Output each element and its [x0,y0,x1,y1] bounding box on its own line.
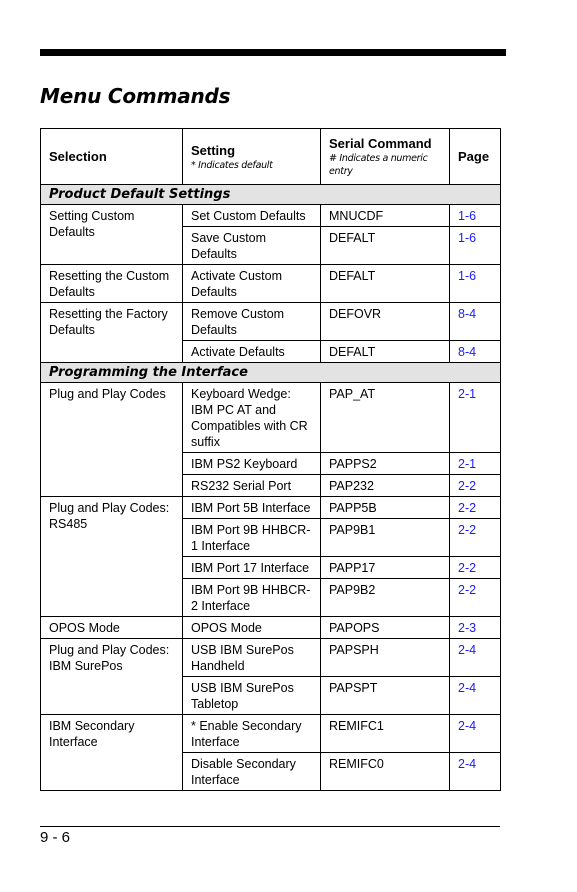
section-title: Programming the Interface [41,363,501,383]
table-header-row [41,129,501,185]
serial-command-cell: DEFALT [321,265,450,303]
selection-cell: Resetting the Factory Defaults [41,303,183,363]
table-row [41,617,501,639]
serial-command-cell: PAPOPS [321,617,450,639]
setting-cell: IBM Port 9B HHBCR-1 Interface [183,519,321,557]
top-rule [40,49,506,56]
header-selection: Selection [41,129,183,185]
page-link[interactable]: 2-4 [450,715,501,753]
setting-cell: OPOS Mode [183,617,321,639]
setting-cell: IBM Port 17 Interface [183,557,321,579]
serial-command-cell: DEFALT [321,341,450,363]
table-row [41,497,501,519]
setting-cell: Disable Secondary Interface [183,753,321,791]
table-row [41,303,501,341]
page-number: 9 - 6 [40,829,71,846]
selection-cell: Plug and Play Codes: RS485 [41,497,183,617]
page-link[interactable]: 2-2 [450,519,501,557]
header-serial-command [321,129,450,185]
page-link[interactable]: 2-2 [450,579,501,617]
setting-cell: IBM Port 9B HHBCR-2 Interface [183,579,321,617]
serial-command-cell: REMIFC0 [321,753,450,791]
serial-command-cell: PAPSPH [321,639,450,677]
serial-command-cell: PAP232 [321,475,450,497]
page-link[interactable]: 1-6 [450,227,501,265]
table-body [41,185,501,791]
setting-cell: Activate Custom Defaults [183,265,321,303]
selection-cell: OPOS Mode [41,617,183,639]
page-title: Menu Commands [40,84,231,108]
setting-cell: * Enable Secondary Interface [183,715,321,753]
bottom-rule [40,826,500,827]
selection-cell: IBM Secondary Interface [41,715,183,791]
setting-cell: USB IBM SurePos Handheld [183,639,321,677]
page-link[interactable]: 8-4 [450,303,501,341]
page-link[interactable]: 2-2 [450,497,501,519]
setting-cell: Save Custom Defaults [183,227,321,265]
page-link[interactable]: 2-1 [450,453,501,475]
page-link[interactable]: 2-2 [450,557,501,579]
page-link[interactable]: 8-4 [450,341,501,363]
serial-command-cell: PAP9B1 [321,519,450,557]
serial-command-cell: PAPP17 [321,557,450,579]
serial-command-cell: PAPP5B [321,497,450,519]
header-serial-note: # Indicates a numeric entry [329,153,428,177]
setting-cell: IBM PS2 Keyboard [183,453,321,475]
table-row [41,715,501,753]
serial-command-cell: PAP9B2 [321,579,450,617]
serial-command-cell: DEFOVR [321,303,450,341]
header-setting-note: * Indicates default [191,159,273,171]
setting-cell: Keyboard Wedge: IBM PC AT and Compatibles with CR suffix [183,383,321,453]
page-link[interactable]: 1-6 [450,205,501,227]
section-title: Product Default Settings [41,185,501,205]
page-link[interactable]: 2-4 [450,753,501,791]
serial-command-cell: MNUCDF [321,205,450,227]
page-link[interactable]: 2-4 [450,639,501,677]
header-page: Page [450,129,501,185]
table-row [41,383,501,453]
selection-cell: Plug and Play Codes [41,383,183,497]
table-row [41,265,501,303]
menu-commands-table [40,128,501,791]
table-row [41,205,501,227]
setting-cell: IBM Port 5B Interface [183,497,321,519]
header-serial-label: Serial Command [329,136,432,151]
header-setting-label: Setting [191,142,236,158]
serial-command-cell: PAP_AT [321,383,450,453]
page-link[interactable]: 2-4 [450,677,501,715]
table-row [41,639,501,677]
selection-cell: Setting Custom Defaults [41,205,183,265]
serial-command-cell: DEFALT [321,227,450,265]
page-link[interactable]: 2-3 [450,617,501,639]
page-link[interactable]: 2-1 [450,383,501,453]
selection-cell: Resetting the Custom Defaults [41,265,183,303]
section-row [41,185,501,205]
setting-cell: RS232 Serial Port [183,475,321,497]
section-row [41,363,501,383]
header-setting [183,129,321,185]
setting-cell: Activate Defaults [183,341,321,363]
setting-cell: Set Custom Defaults [183,205,321,227]
serial-command-cell: PAPSPT [321,677,450,715]
page-link[interactable]: 2-2 [450,475,501,497]
page-link[interactable]: 1-6 [450,265,501,303]
serial-command-cell: REMIFC1 [321,715,450,753]
serial-command-cell: PAPPS2 [321,453,450,475]
selection-cell: Plug and Play Codes: IBM SurePos [41,639,183,715]
setting-cell: Remove Custom Defaults [183,303,321,341]
setting-cell: USB IBM SurePos Tabletop [183,677,321,715]
